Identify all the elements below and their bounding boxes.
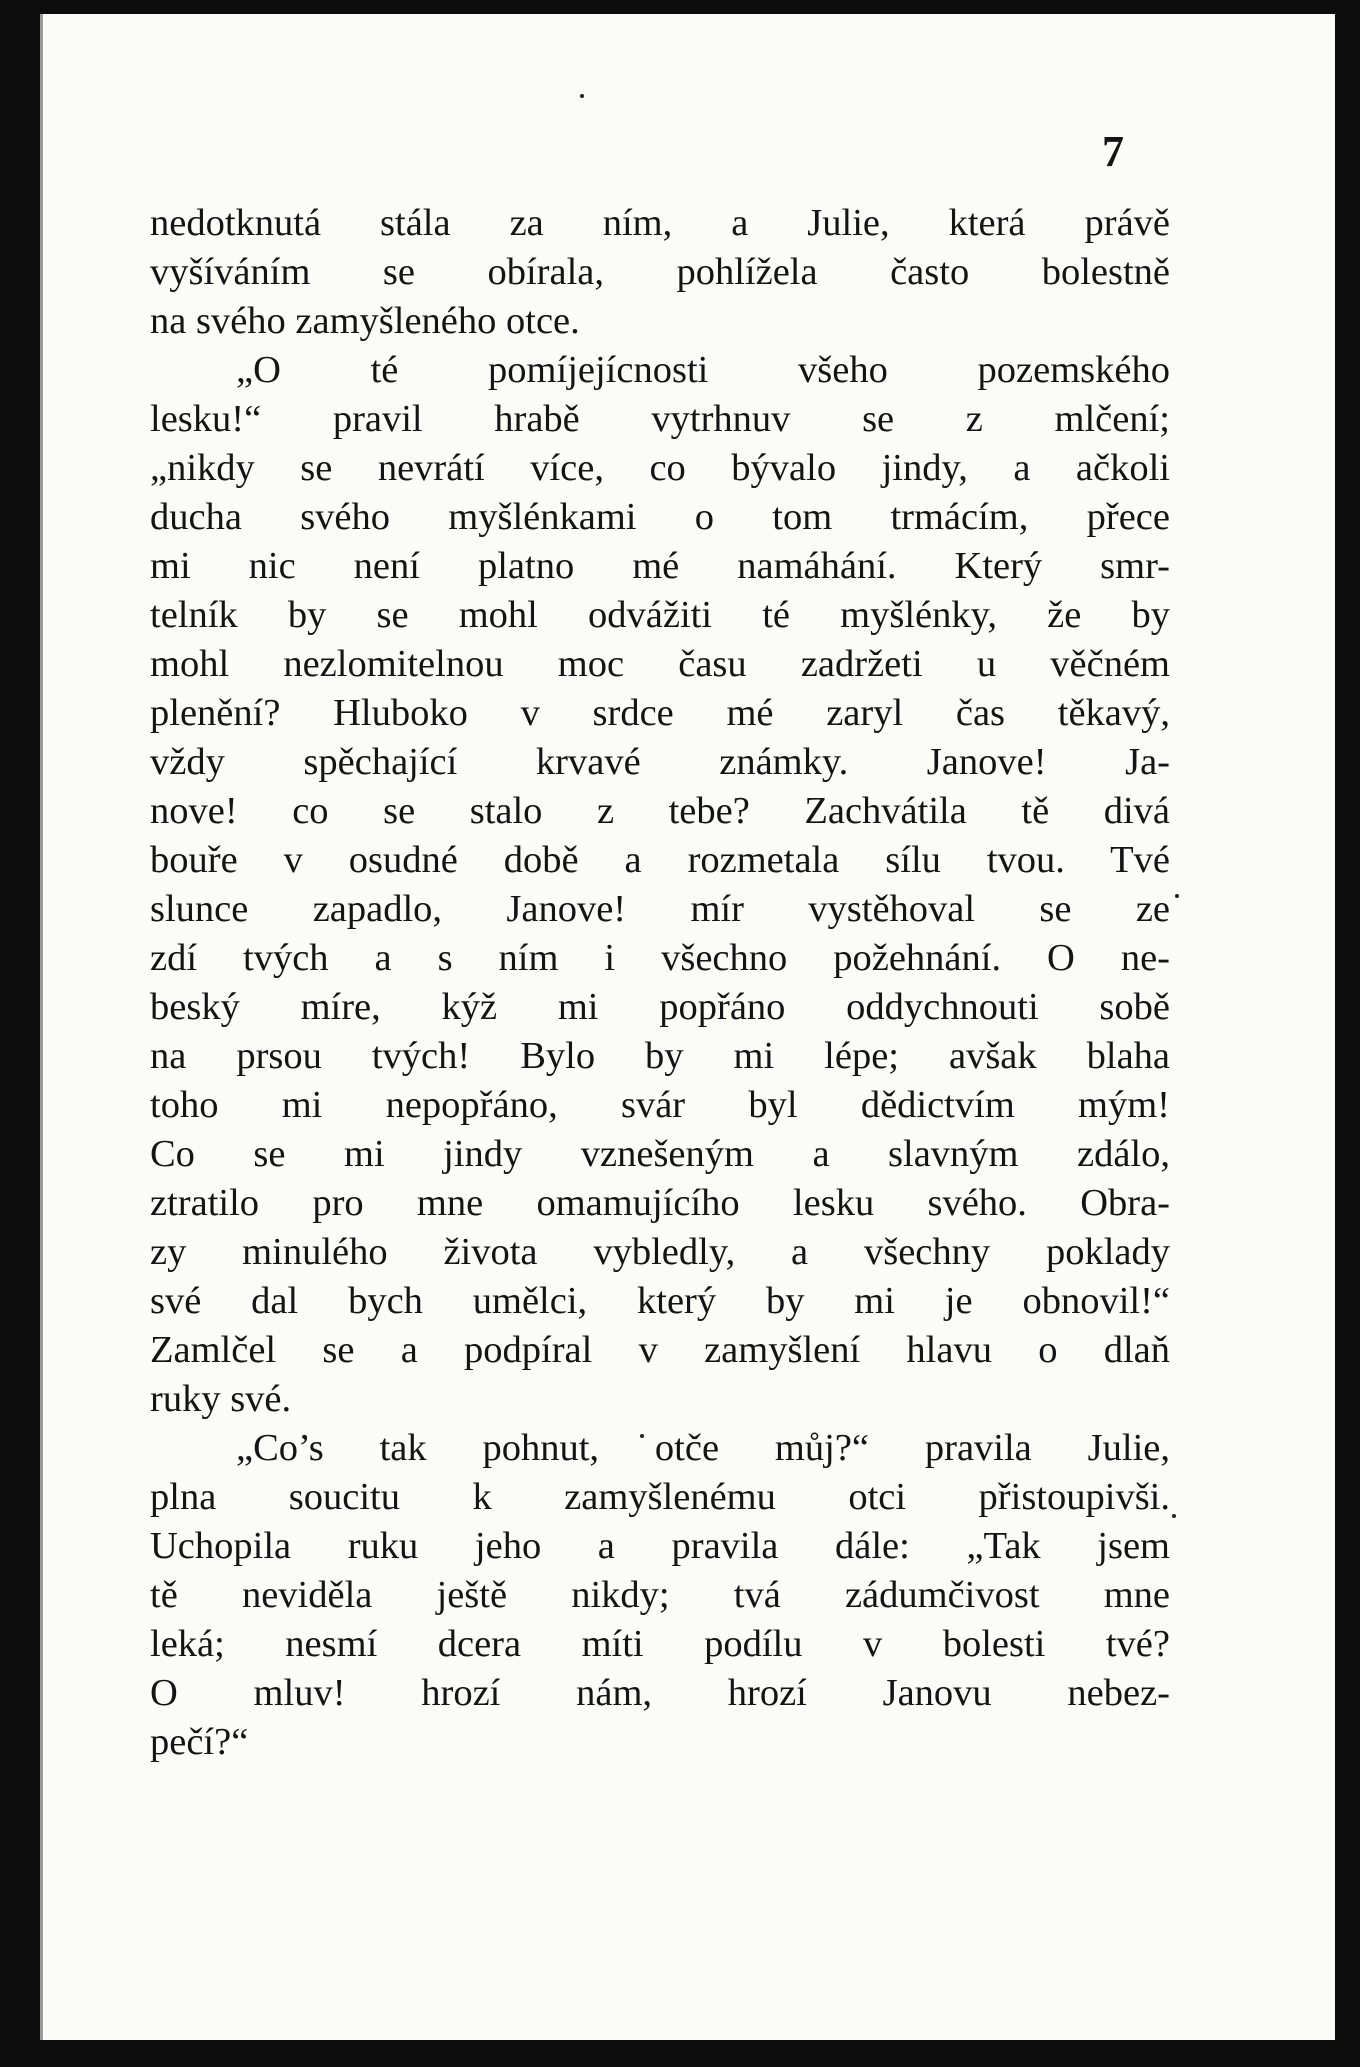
text-line: bouře v osudné době a rozmetala sílu tvou. Tvé <box>150 839 1170 881</box>
text-line: vždy spěchající krvavé známky. Janove! Ja- <box>150 741 1170 783</box>
page-edge-shadow <box>40 14 43 2040</box>
text-line: „nikdy se nevrátí více, co bývalo jindy, a ačkoli <box>150 447 1170 489</box>
text-line: vyšíváním se obírala, pohlížela často bolestně <box>150 251 1170 293</box>
text-line: Co se mi jindy vznešeným a slavným zdálo, <box>150 1133 1170 1175</box>
page-number: 7 <box>1102 127 1124 176</box>
text-line: plenění? Hluboko v srdce mé zaryl čas těkavý, <box>150 692 1170 734</box>
text-line: ducha svého myšlénkami o tom trmácím, přece <box>150 496 1170 538</box>
text-line: nedotknutá stála za ním, a Julie, která právě <box>150 202 1170 244</box>
paper-speck <box>1172 1514 1176 1518</box>
text-line: zdí tvých a s ním i všechno požehnání. O ne- <box>150 937 1170 979</box>
text-line: zy minulého života vybledly, a všechny poklady <box>150 1231 1170 1273</box>
text-line: mi nic není platno mé namáhání. Který smr- <box>150 545 1170 587</box>
text-line: toho mi nepopřáno, svár byl dědictvím mým! <box>150 1084 1170 1126</box>
text-line: Uchopila ruku jeho a pravila dále: „Tak jsem <box>150 1525 1170 1567</box>
text-line: „O té pomíjejícnosti všeho pozemského <box>236 349 1170 391</box>
text-line: telník by se mohl odvážiti té myšlénky, že by <box>150 594 1170 636</box>
text-line: plna soucitu k zamyšlenému otci přistoupivši. <box>150 1476 1170 1518</box>
paper-speck <box>580 94 584 98</box>
paper-speck <box>1175 894 1179 898</box>
text-line: své dal bych umělci, který by mi je obnovil!“ <box>150 1280 1170 1322</box>
text-line: ztratilo pro mne omamujícího lesku svého. Obra- <box>150 1182 1170 1224</box>
text-line: „Co’s tak pohnut, otče můj?“ pravila Julie, <box>236 1427 1170 1469</box>
text-line: Zamlčel se a podpíral v zamyšlení hlavu o dlaň <box>150 1329 1170 1371</box>
text-line: leká; nesmí dcera míti podílu v bolesti tvé? <box>150 1623 1170 1665</box>
body-text <box>150 199 1170 1767</box>
text-line: nove! co se stalo z tebe? Zachvátila tě divá <box>150 790 1170 832</box>
text-line: beský míre, kýž mi popřáno oddychnouti sobě <box>150 986 1170 1028</box>
text-line: mohl nezlomitelnou moc času zadržeti u věčném <box>150 643 1170 685</box>
text-line: na prsou tvých! Bylo by mi lépe; avšak blaha <box>150 1035 1170 1077</box>
text-line: ruky své. <box>150 1378 292 1420</box>
text-line: slunce zapadlo, Janove! mír vystěhoval se ze <box>150 888 1170 930</box>
text-line: pečí?“ <box>150 1721 249 1763</box>
text-line: na svého zamyšleného otce. <box>150 300 580 342</box>
text-line: tě neviděla ještě nikdy; tvá zádumčivost mne <box>150 1574 1170 1616</box>
text-line: lesku!“ pravil hrabě vytrhnuv se z mlčení; <box>150 398 1170 440</box>
book-page <box>40 14 1335 2040</box>
text-line: O mluv! hrozí nám, hrozí Janovu nebez- <box>150 1672 1170 1714</box>
